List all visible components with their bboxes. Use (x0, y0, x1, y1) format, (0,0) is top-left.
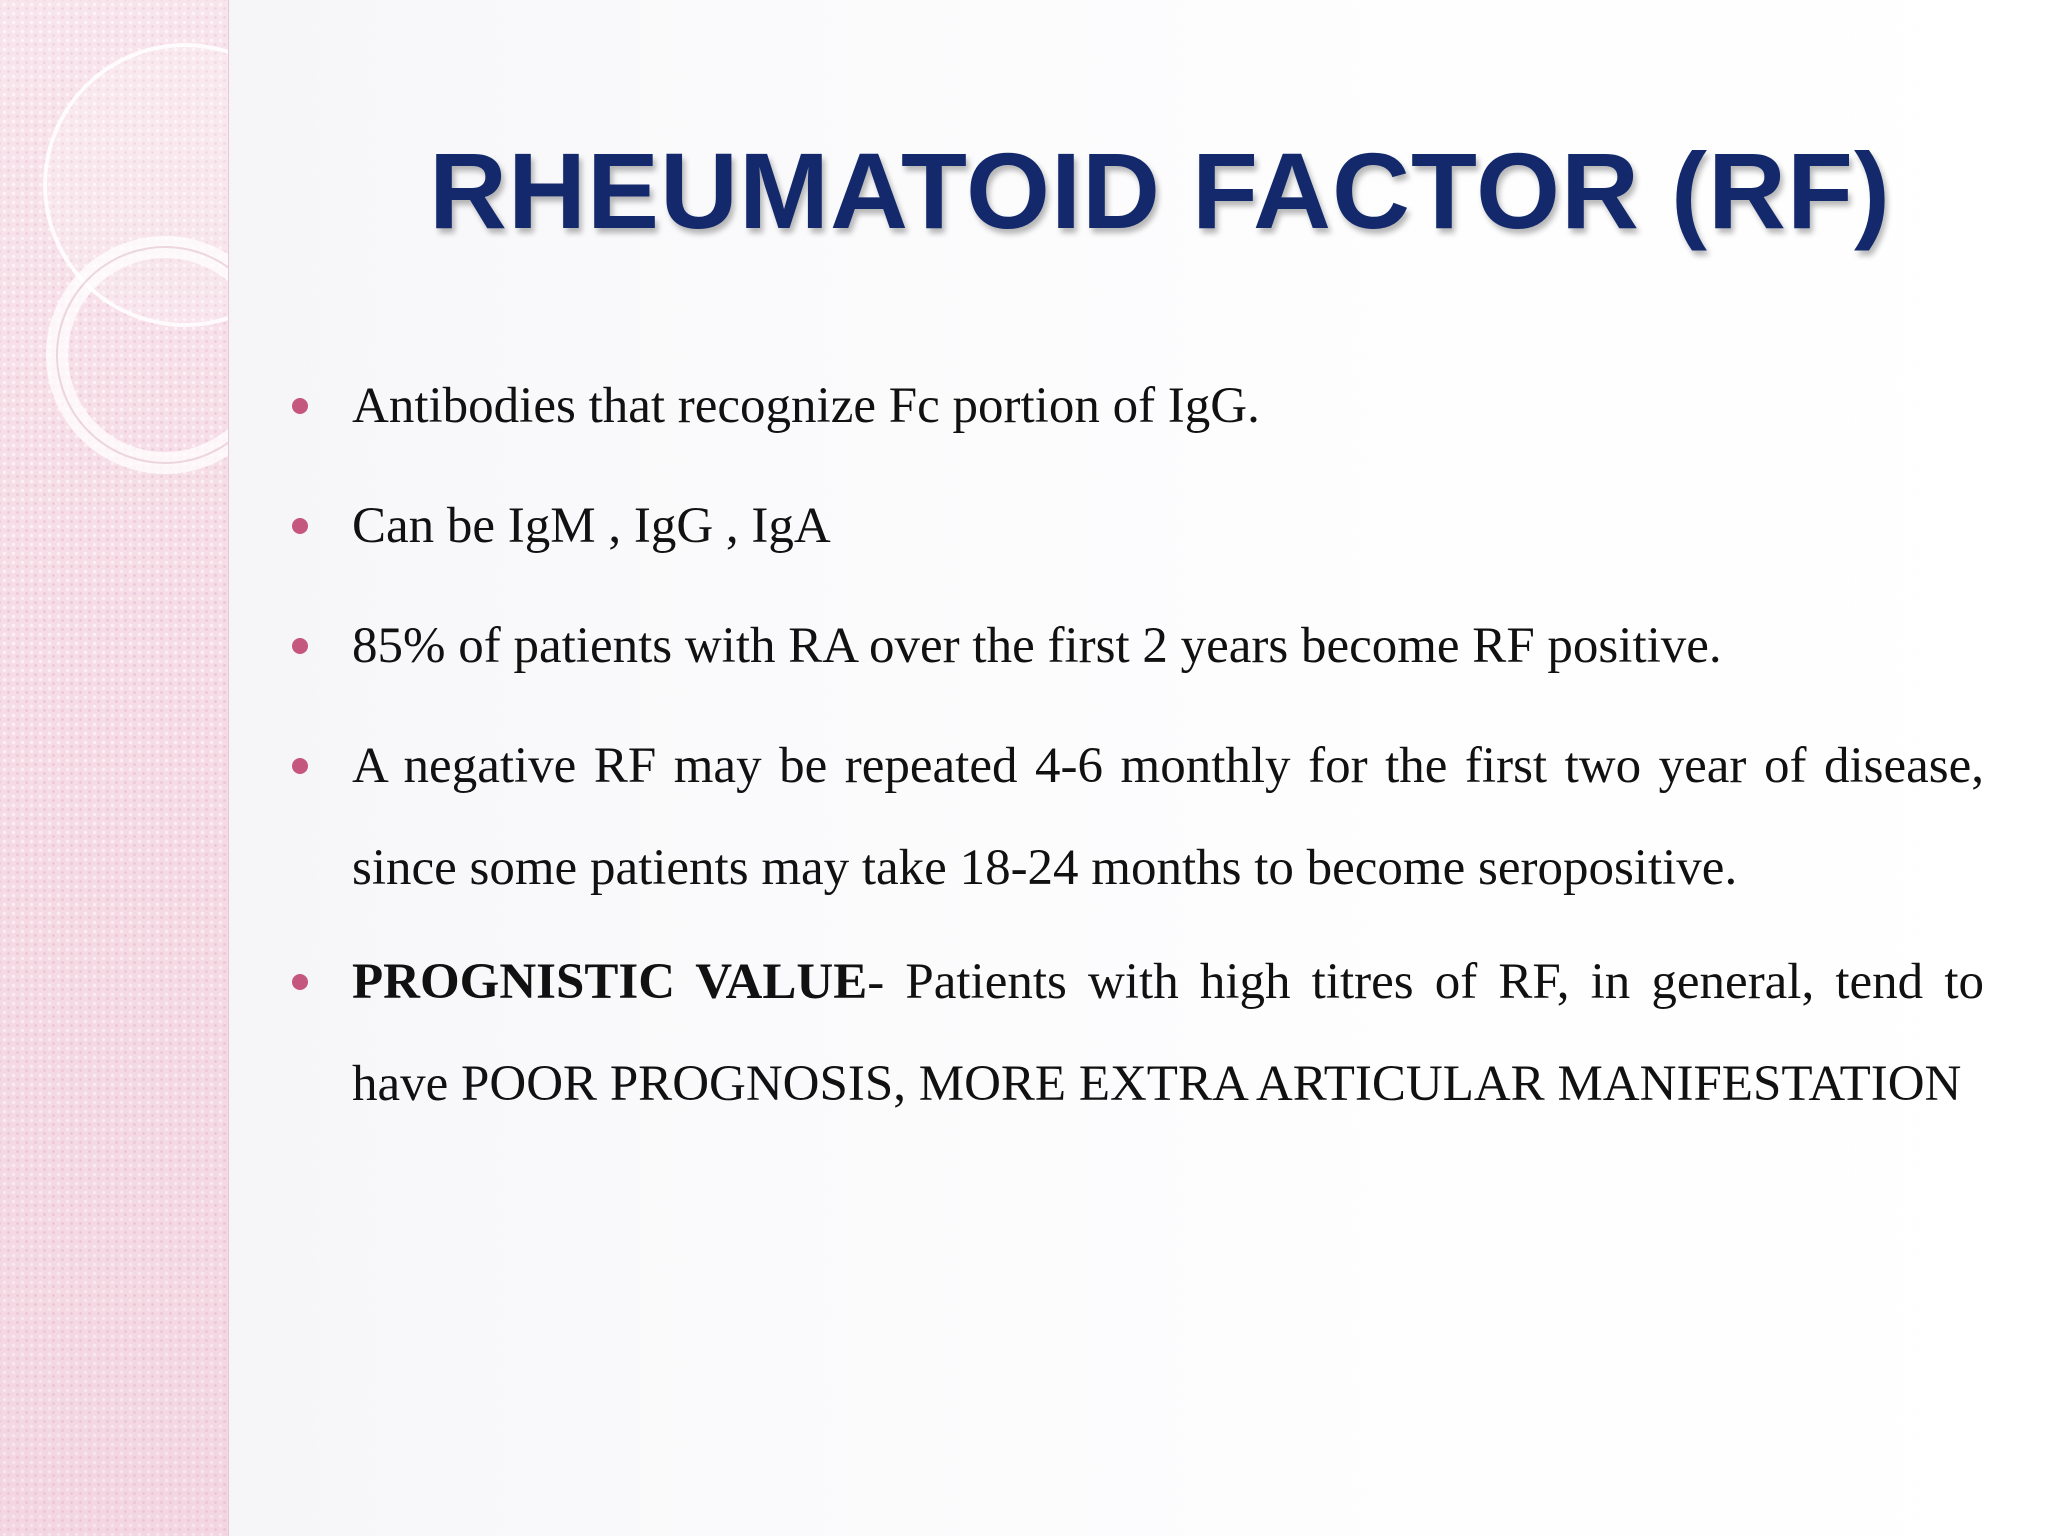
bullet-dot-icon (292, 398, 308, 414)
decorative-rings (0, 0, 260, 520)
bullet-item (284, 595, 1984, 697)
bullet-dot-icon (292, 758, 308, 774)
bullet-item (284, 715, 1984, 919)
bullet-bold-label: PROGNISTIC VALUE (352, 954, 868, 1010)
bullet-dot-icon (292, 518, 308, 534)
bullet-text: 85% of patients with RA over the first 2 years become RF positive. (352, 618, 1722, 674)
bullet-dot-icon (292, 974, 308, 990)
bullet-item (284, 475, 1984, 577)
bullet-text: Antibodies that recognize Fc portion of IgG. (352, 378, 1260, 434)
bullet-list (284, 355, 1984, 1147)
bullet-text: Can be IgM , IgG , IgA (352, 498, 831, 554)
bullet-dot-icon (292, 638, 308, 654)
bullet-text: A negative RF may be repeated 4-6 monthly for the first two year of disease, since some patients may take 18-24 months to become seropositive. (352, 738, 1984, 896)
bullet-item (284, 931, 1984, 1135)
bullet-item (284, 355, 1984, 457)
slide-title: RHEUMATOID FACTOR (RF) (429, 130, 1891, 251)
bullet-text: - Patients with high titres of RF, in general, tend to have POOR PROGNOSIS, MORE EXTRA ARTICULAR MANIFESTATION (352, 954, 1985, 1112)
